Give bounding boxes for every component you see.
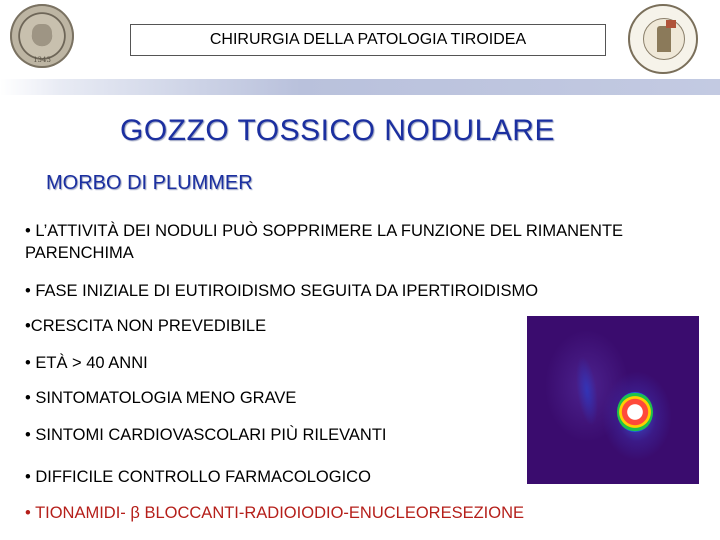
bullet-8: • TIONAMIDI- β BLOCCANTI-RADIOIODIO-ENUCLEORESEZIONE <box>25 504 525 522</box>
hot-nodule <box>617 392 653 432</box>
seal-year: 1343 <box>33 56 51 64</box>
faculty-seal-icon <box>628 4 698 74</box>
bullet-6: • SINTOMI CARDIOVASCOLARI PIÙ RILEVANTI <box>25 426 387 444</box>
university-seal-icon <box>10 4 74 68</box>
seal-emblem <box>32 24 52 46</box>
slide-subheading: MORBO DI PLUMMER <box>46 172 253 194</box>
header-bar <box>0 79 720 95</box>
bullet-1: • L’ATTIVITÀ DEI NODULI PUÒ SOPPRIMERE LA FUNZIONE DEL RIMANENTE PARENCHIMA <box>25 222 624 262</box>
bullet-4: • ETÀ > 40 ANNI <box>25 354 148 372</box>
header-title: CHIRURGIA DELLA PATOLOGIA TIROIDEA <box>130 24 606 56</box>
bullet-7: • DIFFICILE CONTROLLO FARMACOLOGICO <box>25 468 371 486</box>
thyroid-scintigraphy-image <box>527 316 699 484</box>
slide-heading: GOZZO TOSSICO NODULARE <box>120 114 555 147</box>
seal-figure <box>657 26 671 52</box>
bullet-2: • FASE INIZIALE DI EUTIROIDISMO SEGUITA DA IPERTIROIDISMO <box>25 282 539 300</box>
bullet-3: •CRESCITA NON PREVEDIBILE <box>25 317 267 335</box>
seal-banner <box>666 20 676 28</box>
bullet-5: • SINTOMATOLOGIA MENO GRAVE <box>25 389 297 407</box>
